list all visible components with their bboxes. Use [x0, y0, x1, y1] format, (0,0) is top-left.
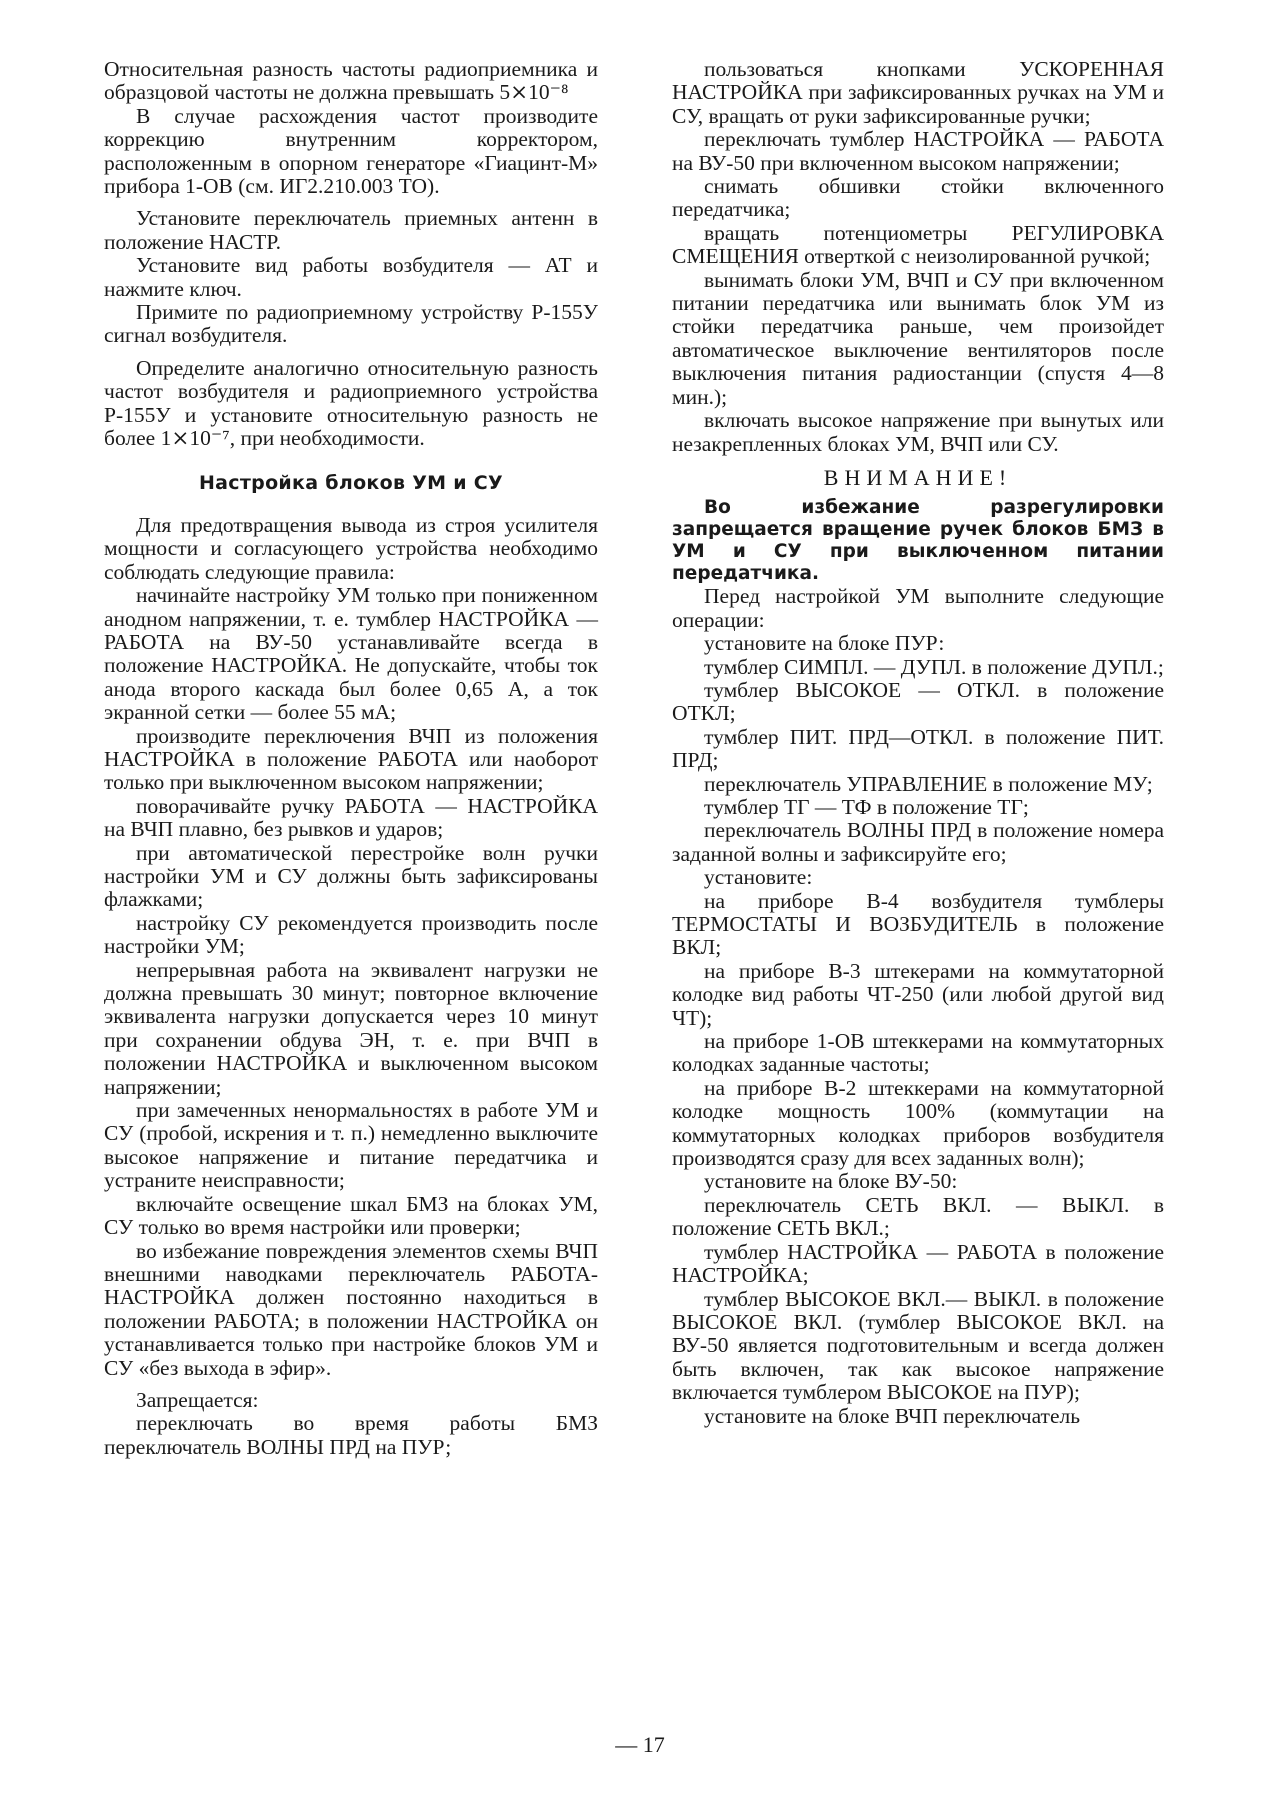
list-item: тумблер ТГ — ТФ в положение ТГ;: [704, 794, 1029, 819]
paragraph: Для предотвращения вывода из строя усилителя мощности и согласующего устройства необходимо соблюдать следующие правила:: [104, 512, 598, 584]
list-item: тумблер ВЫСОКОЕ ВКЛ.— ВЫКЛ. в положение ВЫСОКОЕ ВКЛ. (тумблер ВЫСОКОЕ ВКЛ. на ВУ-50 является подготовительным и всегда должен быть включен, так как высокое напряжение включается тумблером ВЫСОКОЕ на ПУР);: [672, 1286, 1164, 1405]
list-item: переключатель СЕТЬ ВКЛ. — ВЫКЛ. в положение СЕТЬ ВКЛ.;: [672, 1192, 1164, 1241]
list-item: переключать тумблер НАСТРОЙКА — РАБОТА на ВУ-50 при включенном высоком напряжении;: [672, 127, 1164, 175]
list-item: переключатель УПРАВЛЕНИЕ в положение МУ;: [704, 771, 1153, 796]
paragraph: Относительная разность частоты радиоприемника и образцовой частоты не должна превышать 5⨯10⁻⁸: [104, 57, 598, 105]
list-item: включайте освещение шкал БМЗ на блоках УМ, СУ только во время настройки или проверки;: [104, 1191, 598, 1240]
page-number: — 17: [615, 1732, 665, 1757]
list-item: переключатель ВОЛНЫ ПРД в положение номера заданной волны и зафиксируйте его;: [672, 818, 1164, 866]
paragraph: Перед настройкой УМ выполните следующие операции:: [672, 584, 1164, 632]
list-item: на приборе В-4 возбудителя тумблеры ТЕРМОСТАТЫ И ВОЗБУДИТЕЛЬ в положение ВКЛ;: [672, 888, 1164, 960]
list-item: тумблер СИМПЛ. — ДУПЛ. в положение ДУПЛ.;: [704, 654, 1164, 679]
list-item: тумблер ПИТ. ПРД—ОТКЛ. в положение ПИТ. ПРД;: [672, 724, 1164, 773]
list-item: тумблер ВЫСОКОЕ — ОТКЛ. в положение ОТКЛ;: [672, 677, 1164, 726]
list-item: снимать обшивки стойки включенного передатчика;: [672, 174, 1164, 222]
list-item: переключать во время работы БМЗ переключатель ВОЛНЫ ПРД на ПУР;: [104, 1411, 598, 1459]
list-item: вынимать блоки УМ, ВЧП и СУ при включенном питании передатчика или вынимать блок УМ из стойки передатчика раньше, чем произойдет автоматическое выключение вентиляторов после выключения питания радиостанции (спустя 4—8 мин.);: [672, 267, 1164, 409]
list-item: пользоваться кнопками УСКОРЕННАЯ НАСТРОЙКА при зафиксированных ручках на УМ и СУ, вращать от руки зафиксированные ручки;: [672, 57, 1164, 128]
left-column: [104, 58, 598, 1459]
paragraph: Примите по радиоприемному устройству Р-155У сигнал возбудителя.: [104, 300, 598, 348]
list-item: тумблер НАСТРОЙКА — РАБОТА в положение НАСТРОЙКА;: [672, 1239, 1164, 1288]
attention-heading: ВНИМАНИЕ!: [823, 464, 1013, 490]
warning-text: Во избежание разрегулировки запрещается вращение ручек блоков БМЗ в УМ и СУ при выключенном питании передатчика.: [672, 497, 1164, 585]
list-item: включать высокое напряжение при вынутых или незакрепленных блоках УМ, ВЧП или СУ.: [672, 408, 1164, 456]
paragraph: Установите вид работы возбудителя — АТ и нажмите ключ.: [104, 253, 598, 301]
list-item: вращать потенциометры РЕГУЛИРОВКА СМЕЩЕНИЯ отверткой с неизолированной ручкой;: [672, 220, 1164, 269]
section-heading: Настройка блоков УМ и СУ: [198, 471, 503, 494]
list-item: установите на блоке ВУ-50:: [704, 1169, 958, 1194]
list-item: во избежание повреждения элементов схемы ВЧП внешними наводками переключатель РАБОТА-НАСТРОЙКА должен постоянно находиться в положении РАБОТА; в положении НАСТРОЙКА он устанавливается только при настройке блоков УМ и СУ «без выхода в эфир».: [104, 1238, 598, 1380]
list-item: установите на блоке ВЧП переключатель: [704, 1403, 1081, 1428]
paragraph: В случае расхождения частот производите коррекцию внутренним корректором, расположенным в опорном генераторе «Гиацинт-М» прибора 1-ОВ (см. ИГ2.210.003 ТО).: [104, 103, 598, 199]
list-item: установите:: [704, 865, 813, 890]
list-item: установите на блоке ПУР:: [704, 631, 945, 656]
list-item: непрерывная работа на эквивалент нагрузки не должна превышать 30 минут; повторное включение эквивалента нагрузки допускается через 10 минут при сохранении обдува ЭН, т. е. при ВЧП в положении НАСТРОЙКА и выключенном высоком напряжении;: [104, 957, 598, 1099]
paragraph: Определите аналогично относительную разность частот возбудителя и радиоприемного устройства Р-155У и установите относительную разность не более 1⨯10⁻⁷, при необходимости.: [104, 355, 598, 451]
list-item: производите переключения ВЧП из положения НАСТРОЙКА в положение РАБОТА или наоборот только при выключенном высоком напряжении;: [104, 723, 598, 795]
list-item: на приборе 1-ОВ штеккерами на коммутаторных колодках заданные частоты;: [672, 1029, 1164, 1077]
list-item: при замеченных ненормальностях в работе УМ и СУ (пробой, искрения и т. п.) немедленно выключите высокое напряжение и питание передатчика и устраните неисправности;: [104, 1098, 598, 1193]
list-item: при автоматической перестройке волн ручки настройки УМ и СУ должны быть зафиксированы флажками;: [104, 840, 598, 912]
paragraph: Установите переключатель приемных антенн в положение НАСТР.: [104, 206, 598, 254]
list-item: на приборе В-2 штеккерами на коммутаторной колодке мощность 100% (коммутации на коммутаторных колодках приборов возбудителя производятся сразу для всех заданных волн);: [672, 1075, 1164, 1171]
paragraph: Запрещается:: [136, 1387, 259, 1412]
list-item: начинайте настройку УМ только при пониженном анодном напряжении, т. е. тумблер НАСТРОЙКА — РАБОТА на ВУ-50 устанавливайте всегда в положение НАСТРОЙКА. Не допускайте, чтобы ток анода второго каскада был более 0,65 А, а ток экранной сетки — более 55 мА;: [104, 583, 598, 725]
list-item: настройку СУ рекомендуется производить после настройки УМ;: [104, 910, 598, 959]
list-item: на приборе В-3 штекерами на коммутаторной колодке вид работы ЧТ-250 (или любой другой вид ЧТ);: [672, 958, 1164, 1030]
right-column: [672, 58, 1164, 1428]
list-item: поворачивайте ручку РАБОТА — НАСТРОЙКА на ВЧП плавно, без рывков и ударов;: [104, 793, 598, 842]
